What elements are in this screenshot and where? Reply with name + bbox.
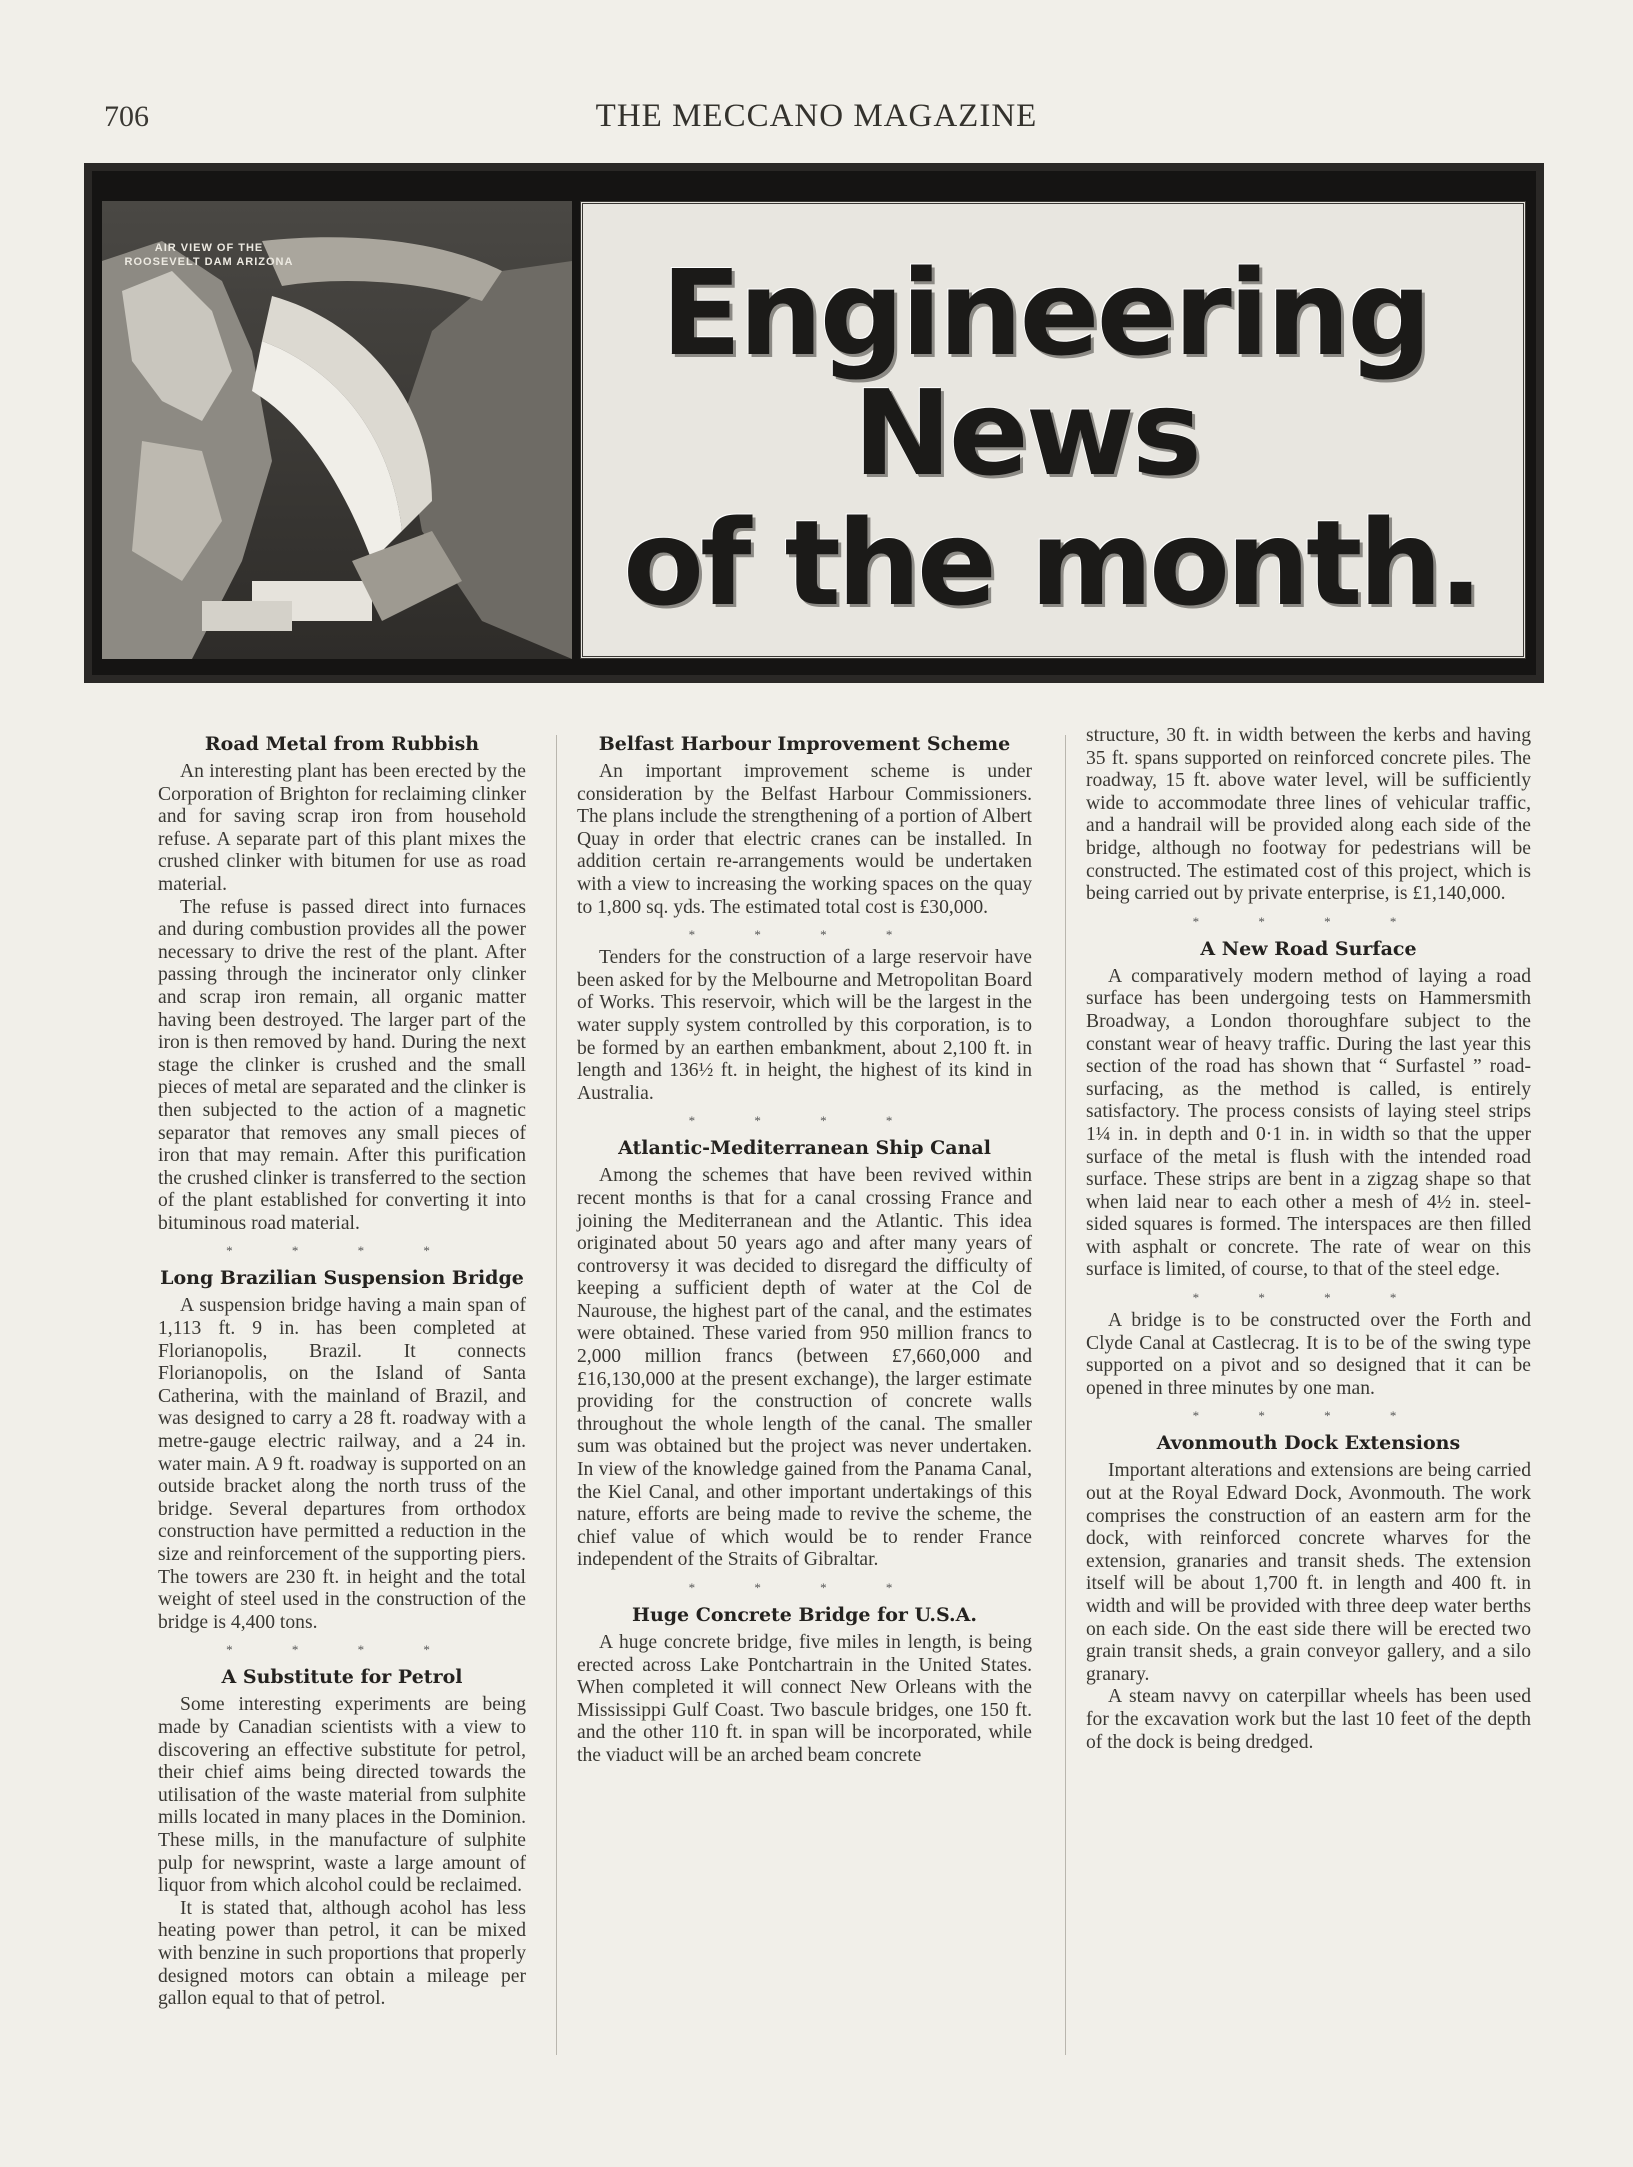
section-separator: * * * * [688,927,921,943]
article-heading: A New Road Surface [1200,937,1417,960]
article-heading: A Substitute for Petrol [221,1666,463,1689]
banner-title-of-the-month: of the month. [623,494,1480,632]
article-paragraph: A huge concrete bridge, five miles in length, is being erected across Lake Pontchartrain in the United States. When completed it will connect New Orleans with the Mississippi Gulf Coast. Two bascule bridges, one 150 ft. and the other 110 ft. in span will be incorporated, while the viaduct will be an arched beam concrete [577,1632,1032,1766]
section-separator: * * * * [688,1113,921,1129]
photo-caption: AIR VIEW OF THE ROOSEVELT DAM ARIZONA [124,242,294,268]
article-paragraph: A suspension bridge having a main span of 1,113 ft. 9 in. has been completed at Florianopolis, Brazil. It connects Florianopolis, on the Island of Santa Catherina, with the mainland of Brazil, and was designed to carry a 28 ft. roadway with a metre-gauge electric railway, and a 24 in. water main. A 9 ft. roadway is supported on an outside bracket along the north truss of the bridge. Several departures from orthodox construction have permitted a reduction in the size and reinforcement of the supporting piers. The towers are 230 ft. in height and the total weight of steel used in the construction of the bridge is 4,400 tons. [158,1295,526,1633]
article-paragraph: Important alterations and extensions are being carried out at the Royal Edward Dock, Avonmouth. The work comprises the construction of an eastern arm for the dock, with reinforced concrete wharves for the extension, granaries and transit sheds. The extension itself will be about 1,700 ft. in length and 400 ft. in width and will be provided with three deep water berths on each side. On the east side there will be erected two grain transit sheds, a grain conveyor gallery, and a silo granary. [1086,1460,1531,1685]
section-separator: * * * * [1192,1408,1425,1424]
article-paragraph: An important improvement scheme is under consideration by the Belfast Harbour Commissioners. The plans include the strengthening of a portion of Albert Quay in order that electric cranes can be installed. In addition certain re-arrangements would be undertaken with a view to increasing the working spaces on the quay to 1,800 sq. yds. The estimated total cost is £30,000. [577,761,1032,918]
article-paragraph: A steam navvy on caterpillar wheels has been used for the excavation work but the last 10 feet of the depth of the dock is being dredged. [1086,1686,1531,1753]
column-2 [577,725,1032,1768]
column-divider [556,735,557,2055]
dam-aerial-photo [102,201,572,659]
article-heading: Long Brazilian Suspension Bridge [160,1267,524,1290]
title-panel [580,201,1526,659]
section-separator: * * * * [226,1642,458,1658]
article-paragraph: structure, 30 ft. in width between the kerbs and having 35 ft. spans supported on reinforced concrete piles. The roadway, 15 ft. above water level, will be sufficiently wide to accommodate three lines of vehicular traffic, and a handrail will be provided along each side of the bridge, although no footway for pedestrians will be constructed. The estimated cost of this project, which is being carried out by private enterprise, is £1,140,000. [1086,725,1531,905]
column-3 [1086,725,1531,1754]
article-heading: Atlantic-Mediterranean Ship Canal [618,1137,991,1160]
article-heading: Avonmouth Dock Extensions [1156,1432,1461,1455]
article-paragraph: An interesting plant has been erected by the Corporation of Brighton for reclaiming clinker and for saving scrap iron from household refuse. A separate part of this plant mixes the crushed clinker with bitumen for use as road material. [158,761,526,895]
header-banner [84,163,1544,683]
article-heading: Road Metal from Rubbish [204,733,480,755]
article-paragraph: It is stated that, although acohol has less heating power than petrol, it can be mixed with benzine in such proportions that properly designed motors can obtain a mileage per gallon equal to that of petrol. [158,1897,526,2010]
section-separator: * * * * [688,1580,921,1595]
banner-title-news: News [853,364,1200,502]
section-separator: * * * * [1192,913,1425,929]
column-divider [1065,735,1066,2055]
article-paragraph: Tenders for the construction of a large reservoir have been asked for by the Melbourne and Metropolitan Board of Works. This reservoir, which will be the largest in the water supply system controlled by this corporation, is to be formed by an earthen embankment, about 2,100 ft. in length and 136½ ft. in height, the highest of its kind in Australia. [577,947,1032,1104]
section-separator: * * * * [1192,1290,1425,1306]
magazine-title: THE MECCANO MAGAZINE [595,98,1038,134]
article-paragraph: Some interesting experiments are being made by Canadian scientists with a view to discovering an effective substitute for petrol, their chief aims being directed towards the utilisation of the waste material from sulphite mills located in many places in the Dominion. These mills, in the manufacture of sulphite pulp for newsprint, waste a large amount of liquor from which alcohol could be reclaimed. [158,1694,526,1897]
article-heading: Huge Concrete Bridge for U.S.A. [632,1604,977,1626]
article-heading: Belfast Harbour Improvement Scheme [598,733,1011,755]
banner-title-engineering: Engineering [661,244,1429,382]
dam-illustration [102,201,572,659]
section-separator: * * * * [226,1243,458,1259]
article-paragraph: A comparatively modern method of laying a road surface has been undergoing tests on Hammersmith Broadway, a London thoroughfare subject to the constant wear of heavy traffic. During the last year this section of the road has shown that “ Surfastel ” road-surfacing, as the method is called, is entirely satisfactory. The process consists of laying steel strips 1¼ in. in depth and 0·1 in. in width so that the upper surface of the metal is flush with the intended road surface. These strips are bent in a zigzag shape so that when laid near to each other a mesh of 4½ in. steel-sided squares is formed. The interspaces are then filled with asphalt or concrete. The rate of wear on this surface is limited, of course, to that of the steel edge. [1086,965,1531,1281]
article-paragraph: A bridge is to be constructed over the Forth and Clyde Canal at Castlecrag. It is to be of the swing type supported on a pivot and so designed that it can be opened in three minutes by one man. [1086,1310,1531,1399]
page-number: 706 [104,100,149,133]
article-paragraph: Among the schemes that have been revived within recent months is that for a canal crossing France and joining the Mediterranean and the Atlantic. This idea originated about 50 years ago and after many years of controversy it was decided to disregard the difficulty of keeping a sufficient depth of water at the Col de Naurouse, the highest part of the canal, and the estimates were obtained. These varied from 950 million francs to 2,000 million francs (between £7,660,000 and £16,130,000 at the present exchange), the larger estimate providing for the construction of concrete walls throughout the whole length of the canal. The smaller sum was obtained but the project was never undertaken. In view of the knowledge gained from the Panama Canal, the Kiel Canal, and other important undertakings of this nature, efforts are being made to revive the scheme, the chief value of which would be to render France independent of the Straits of Gibraltar. [577,1165,1032,1571]
column-1 [158,725,526,2011]
article-paragraph: The refuse is passed direct into furnaces and during combustion provides all the power necessary to drive the rest of the plant. After passing through the incinerator only clinker and scrap iron remain, all organic matter having been destroyed. The larger part of the iron is then removed by hand. During the next stage the clinker is crushed and the small pieces of metal are separated and the clinker is then subjected to the action of a magnetic separator that removes any small pieces of iron that may remain. After this purification the crushed clinker is transferred to the section of the plant established for converting it into bituminous road material. [158,896,526,1234]
